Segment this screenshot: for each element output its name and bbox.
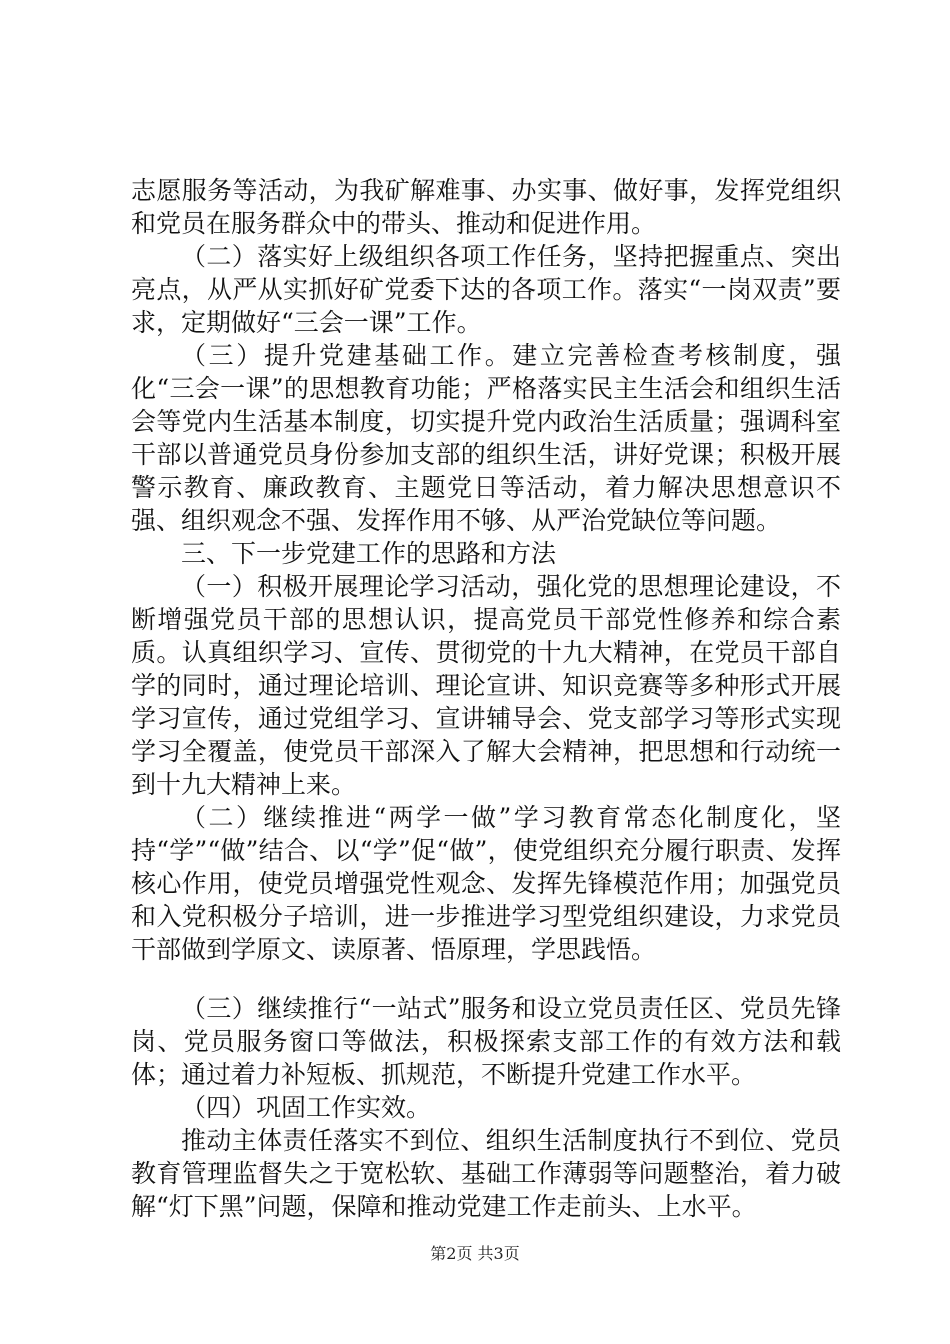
paragraph-item-3: （三）提升党建基础工作。建立完善检查考核制度，强化“三会一课”的思想教育功能；严格落实民主生活会和组织生活会等党内生活基本制度，切实提升党内政治生活质量；强调科室干部以普通党员身份参加支部的组织生活，讲好党课；积极开展警示教育、廉政教育、主题党日等活动，着力解决思想意识不强、组织观念不强、发挥作用不够、从严治党缺位等问题。 (131, 341, 841, 535)
paragraph-next-step-3: （三）继续推行“一站式”服务和设立党员责任区、党员先锋岗、党员服务窗口等做法，积极探索支部工作的有效方法和载体；通过着力补短板、抓规范，不断提升党建工作水平。 (131, 994, 841, 1089)
document-body (131, 174, 841, 1223)
page-number-footer: 第2页 共3页 (430, 1244, 520, 1263)
paragraph-next-step-2: （二）继续推进“两学一做”学习教育常态化制度化，坚持“学”“做”结合、以“学”促“做”，使党组织充分履行职责、发挥核心作用，使党员增强党性观念、发挥先锋模范作用；加强党员和入党积极分子培训，进一步推进学习型党组织建设，力求党员干部做到学原文、读原著、悟原理，学思践悟。 (131, 803, 841, 964)
paragraph-next-step-4-body: 推动主体责任落实不到位、组织生活制度执行不到位、党员教育管理监督失之于宽松软、基础工作薄弱等问题整治，着力破解“灯下黑”问题，保障和推动党建工作走前头、上水平。 (131, 1126, 841, 1221)
paragraph-item-2: （二）落实好上级组织各项工作任务，坚持把握重点、突出亮点，从严从实抓好矿党委下达的各项工作。落实“一岗双责”要求，定期做好“三会一课”工作。 (131, 242, 841, 337)
paragraph-next-step-4-heading: （四）巩固工作实效。 (181, 1093, 432, 1122)
paragraph-next-step-1: （一）积极开展理论学习活动，强化党的思想理论建设，不断增强党员干部的思想认识，提高党员干部党性修养和综合素质。认真组织学习、宣传、贯彻党的十九大精神，在党员干部自学的同时，通过理论培训、理论宣讲、知识竞赛等多种形式开展学习宣传，通过党组学习、宣讲辅导会、党支部学习等形式实现学习全覆盖，使党员干部深入了解大会精神，把思想和行动统一到十九大精神上来。 (131, 572, 841, 799)
section-heading-3: 三、下一步党建工作的思路和方法 (181, 539, 557, 568)
paragraph-continuation: 志愿服务等活动，为我矿解难事、办实事、做好事，发挥党组织和党员在服务群众中的带头、推动和促进作用。 (131, 176, 841, 238)
